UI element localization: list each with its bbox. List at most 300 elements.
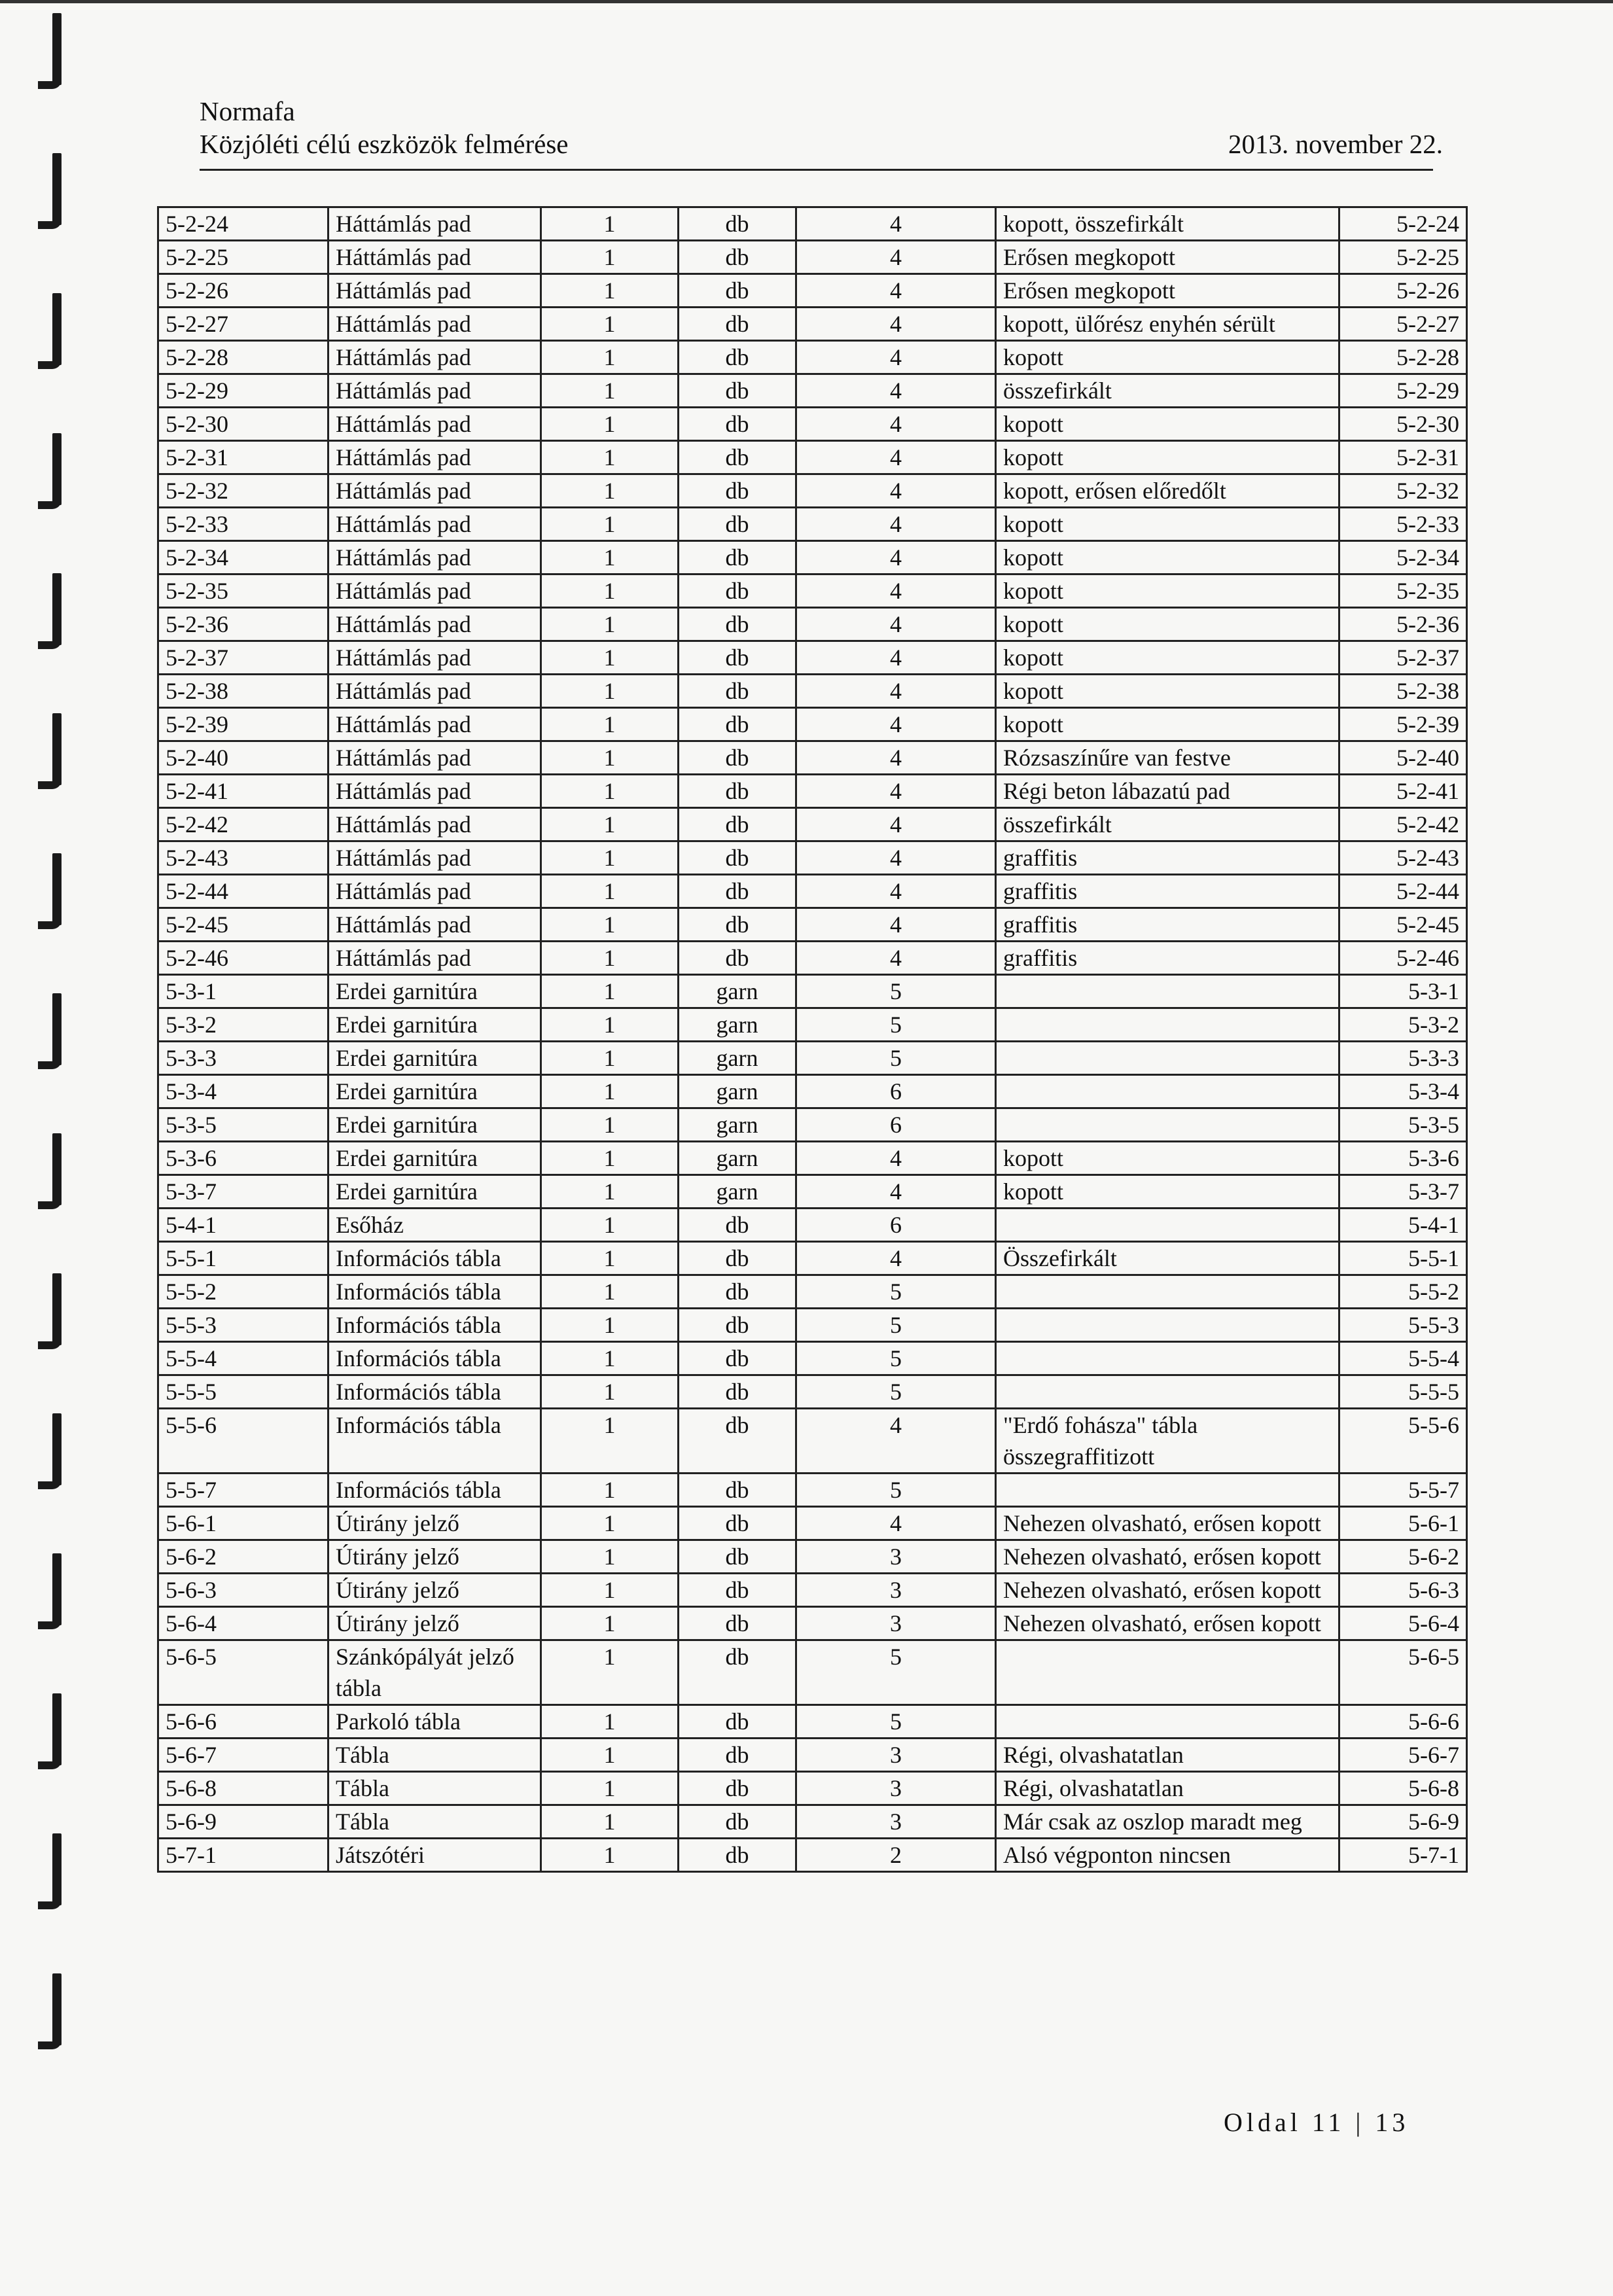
cell-note: Összefirkált <box>996 1242 1339 1275</box>
cell-unit: db <box>679 541 796 574</box>
cell-unit: db <box>679 408 796 441</box>
cell-id: 5-3-7 <box>158 1175 328 1209</box>
cell-grade: 4 <box>796 474 996 508</box>
cell-note: kopott <box>996 341 1339 374</box>
cell-grade: 4 <box>796 574 996 608</box>
cell-id: 5-5-2 <box>158 1275 328 1309</box>
cell-grade: 6 <box>796 1108 996 1142</box>
cell-grade: 4 <box>796 441 996 474</box>
cell-ref: 5-2-42 <box>1339 808 1467 841</box>
cell-name: Háttámlás pad <box>328 741 541 775</box>
cell-quantity: 1 <box>541 1042 679 1075</box>
cell-name: Erdei garnitúra <box>328 1108 541 1142</box>
cell-unit: db <box>679 841 796 875</box>
cell-grade: 4 <box>796 841 996 875</box>
cell-id: 5-4-1 <box>158 1209 328 1242</box>
cell-unit: db <box>679 775 796 808</box>
cell-grade: 4 <box>796 541 996 574</box>
cell-note: Régi, olvashatatlan <box>996 1739 1339 1772</box>
cell-name: Erdei garnitúra <box>328 1042 541 1075</box>
cell-note: Nehezen olvasható, erősen kopott <box>996 1607 1339 1640</box>
cell-note: kopott <box>996 441 1339 474</box>
cell-id: 5-2-29 <box>158 374 328 408</box>
binding-ring <box>38 1693 68 1772</box>
cell-name: Háttámlás pad <box>328 474 541 508</box>
cell-ref: 5-2-35 <box>1339 574 1467 608</box>
table-row <box>158 1640 1467 1705</box>
cell-id: 5-2-43 <box>158 841 328 875</box>
cell-ref: 5-2-34 <box>1339 541 1467 574</box>
cell-name: Háttámlás pad <box>328 241 541 274</box>
cell-quantity: 1 <box>541 207 679 241</box>
cell-ref: 5-2-31 <box>1339 441 1467 474</box>
cell-name: Háttámlás pad <box>328 608 541 641</box>
cell-id: 5-2-30 <box>158 408 328 441</box>
table-row <box>158 1108 1467 1142</box>
cell-ref: 5-7-1 <box>1339 1839 1467 1872</box>
cell-unit: db <box>679 1242 796 1275</box>
binding-ring <box>38 573 68 652</box>
table-row <box>158 1342 1467 1375</box>
cell-grade: 5 <box>796 1474 996 1507</box>
cell-note: "Erdő fohásza" tábla összegraffitizott <box>996 1409 1339 1474</box>
table-row <box>158 207 1467 241</box>
cell-quantity: 1 <box>541 1142 679 1175</box>
cell-quantity: 1 <box>541 1705 679 1739</box>
cell-grade: 4 <box>796 775 996 808</box>
cell-quantity: 1 <box>541 274 679 308</box>
cell-unit: db <box>679 1209 796 1242</box>
cell-ref: 5-2-32 <box>1339 474 1467 508</box>
cell-name: Háttámlás pad <box>328 308 541 341</box>
spiral-binding <box>0 0 72 2296</box>
cell-quantity: 1 <box>541 1008 679 1042</box>
cell-unit: db <box>679 641 796 675</box>
cell-ref: 5-5-5 <box>1339 1375 1467 1409</box>
cell-id: 5-5-3 <box>158 1309 328 1342</box>
table-row <box>158 341 1467 374</box>
header-brand: Normafa <box>200 96 295 126</box>
cell-quantity: 1 <box>541 474 679 508</box>
cell-name: Háttámlás pad <box>328 775 541 808</box>
cell-ref: 5-2-39 <box>1339 708 1467 741</box>
cell-quantity: 1 <box>541 908 679 942</box>
cell-unit: db <box>679 207 796 241</box>
cell-name: Játszótéri <box>328 1839 541 1872</box>
cell-id: 5-3-1 <box>158 975 328 1008</box>
cell-quantity: 1 <box>541 1772 679 1805</box>
table-row <box>158 474 1467 508</box>
cell-note: kopott <box>996 508 1339 541</box>
header-date: 2013. november 22. <box>1228 129 1443 159</box>
table-row <box>158 1309 1467 1342</box>
cell-id: 5-6-1 <box>158 1507 328 1540</box>
cell-name: Útirány jelző <box>328 1507 541 1540</box>
cell-quantity: 1 <box>541 708 679 741</box>
cell-ref: 5-2-26 <box>1339 274 1467 308</box>
cell-id: 5-6-4 <box>158 1607 328 1640</box>
cell-unit: db <box>679 241 796 274</box>
cell-grade: 4 <box>796 1242 996 1275</box>
table-row <box>158 541 1467 574</box>
cell-quantity: 1 <box>541 541 679 574</box>
cell-unit: db <box>679 1375 796 1409</box>
cell-quantity: 1 <box>541 741 679 775</box>
cell-grade: 5 <box>796 1042 996 1075</box>
cell-note <box>996 1705 1339 1739</box>
cell-name: Háttámlás pad <box>328 441 541 474</box>
cell-name: Háttámlás pad <box>328 841 541 875</box>
cell-note: kopott <box>996 675 1339 708</box>
cell-id: 5-3-6 <box>158 1142 328 1175</box>
cell-ref: 5-3-2 <box>1339 1008 1467 1042</box>
cell-ref: 5-5-7 <box>1339 1474 1467 1507</box>
cell-name: Háttámlás pad <box>328 675 541 708</box>
cell-note <box>996 1042 1339 1075</box>
cell-note: összefirkált <box>996 374 1339 408</box>
table-row <box>158 1705 1467 1739</box>
cell-quantity: 1 <box>541 841 679 875</box>
cell-grade: 4 <box>796 942 996 975</box>
cell-id: 5-2-41 <box>158 775 328 808</box>
binding-ring <box>38 993 68 1072</box>
cell-quantity: 1 <box>541 374 679 408</box>
cell-grade: 4 <box>796 908 996 942</box>
cell-grade: 4 <box>796 1175 996 1209</box>
cell-unit: db <box>679 1309 796 1342</box>
cell-grade: 2 <box>796 1839 996 1872</box>
cell-quantity: 1 <box>541 1108 679 1142</box>
cell-id: 5-2-28 <box>158 341 328 374</box>
cell-name: Háttámlás pad <box>328 508 541 541</box>
inventory-table <box>157 206 1468 1873</box>
cell-ref: 5-2-44 <box>1339 875 1467 908</box>
cell-grade: 4 <box>796 608 996 641</box>
cell-id: 5-5-7 <box>158 1474 328 1507</box>
cell-grade: 4 <box>796 708 996 741</box>
table-row <box>158 808 1467 841</box>
header-subtitle: Közjóléti célú eszközök felmérése <box>200 129 569 159</box>
cell-grade: 5 <box>796 1342 996 1375</box>
cell-name: Tábla <box>328 1805 541 1839</box>
cell-ref: 5-3-1 <box>1339 975 1467 1008</box>
cell-unit: garn <box>679 1075 796 1108</box>
table-row <box>158 1209 1467 1242</box>
cell-id: 5-3-2 <box>158 1008 328 1042</box>
cell-unit: garn <box>679 1108 796 1142</box>
cell-name: Információs tábla <box>328 1409 541 1474</box>
cell-note: kopott, ülőrész enyhén sérült <box>996 308 1339 341</box>
cell-unit: db <box>679 1839 796 1872</box>
cell-name: Erdei garnitúra <box>328 1075 541 1108</box>
cell-grade: 4 <box>796 675 996 708</box>
cell-name: Háttámlás pad <box>328 942 541 975</box>
cell-id: 5-2-46 <box>158 942 328 975</box>
binding-ring <box>38 1833 68 1912</box>
cell-unit: db <box>679 1705 796 1739</box>
table-row <box>158 1175 1467 1209</box>
cell-name: Információs tábla <box>328 1309 541 1342</box>
table-row <box>158 675 1467 708</box>
cell-unit: garn <box>679 975 796 1008</box>
cell-name: Háttámlás pad <box>328 875 541 908</box>
cell-quantity: 1 <box>541 1739 679 1772</box>
cell-id: 5-2-37 <box>158 641 328 675</box>
cell-ref: 5-2-36 <box>1339 608 1467 641</box>
cell-note: kopott <box>996 1175 1339 1209</box>
cell-unit: db <box>679 1342 796 1375</box>
cell-quantity: 1 <box>541 1242 679 1275</box>
cell-id: 5-2-33 <box>158 508 328 541</box>
cell-unit: db <box>679 274 796 308</box>
cell-quantity: 1 <box>541 1839 679 1872</box>
binding-ring <box>38 1553 68 1632</box>
table-row <box>158 775 1467 808</box>
cell-note <box>996 1008 1339 1042</box>
cell-ref: 5-6-4 <box>1339 1607 1467 1640</box>
cell-id: 5-2-34 <box>158 541 328 574</box>
table-row <box>158 274 1467 308</box>
cell-ref: 5-2-27 <box>1339 308 1467 341</box>
cell-ref: 5-5-4 <box>1339 1342 1467 1375</box>
cell-name: Háttámlás pad <box>328 408 541 441</box>
cell-ref: 5-2-28 <box>1339 341 1467 374</box>
cell-ref: 5-2-41 <box>1339 775 1467 808</box>
cell-unit: db <box>679 741 796 775</box>
cell-id: 5-6-8 <box>158 1772 328 1805</box>
cell-note: kopott <box>996 1142 1339 1175</box>
cell-id: 5-5-6 <box>158 1409 328 1474</box>
cell-ref: 5-6-6 <box>1339 1705 1467 1739</box>
cell-id: 5-2-45 <box>158 908 328 942</box>
cell-quantity: 1 <box>541 441 679 474</box>
cell-quantity: 1 <box>541 508 679 541</box>
cell-ref: 5-2-37 <box>1339 641 1467 675</box>
cell-grade: 5 <box>796 1640 996 1705</box>
cell-id: 5-5-4 <box>158 1342 328 1375</box>
binding-ring <box>38 433 68 512</box>
cell-name: Erdei garnitúra <box>328 1142 541 1175</box>
cell-unit: db <box>679 374 796 408</box>
cell-unit: garn <box>679 1042 796 1075</box>
cell-note: Erősen megkopott <box>996 274 1339 308</box>
cell-quantity: 1 <box>541 574 679 608</box>
cell-quantity: 1 <box>541 1507 679 1540</box>
cell-note <box>996 1075 1339 1108</box>
table-row <box>158 1540 1467 1574</box>
table-row <box>158 1375 1467 1409</box>
table-row <box>158 1507 1467 1540</box>
table-row <box>158 1275 1467 1309</box>
cell-quantity: 1 <box>541 241 679 274</box>
cell-unit: db <box>679 574 796 608</box>
inventory-table-body <box>158 207 1467 1872</box>
cell-grade: 4 <box>796 741 996 775</box>
cell-note: Nehezen olvasható, erősen kopott <box>996 1574 1339 1607</box>
cell-grade: 3 <box>796 1772 996 1805</box>
table-row <box>158 741 1467 775</box>
cell-quantity: 1 <box>541 942 679 975</box>
cell-id: 5-2-31 <box>158 441 328 474</box>
cell-id: 5-5-1 <box>158 1242 328 1275</box>
cell-ref: 5-2-40 <box>1339 741 1467 775</box>
cell-ref: 5-2-29 <box>1339 374 1467 408</box>
cell-grade: 3 <box>796 1607 996 1640</box>
cell-name: Útirány jelző <box>328 1607 541 1640</box>
cell-quantity: 1 <box>541 975 679 1008</box>
cell-name: Útirány jelző <box>328 1540 541 1574</box>
table-row <box>158 608 1467 641</box>
cell-id: 5-3-4 <box>158 1075 328 1108</box>
cell-grade: 4 <box>796 207 996 241</box>
table-row <box>158 574 1467 608</box>
cell-name: Háttámlás pad <box>328 341 541 374</box>
cell-quantity: 1 <box>541 308 679 341</box>
cell-name: Információs tábla <box>328 1342 541 1375</box>
table-row <box>158 708 1467 741</box>
page-number: 11 <box>1311 2108 1345 2137</box>
cell-name: Háttámlás pad <box>328 641 541 675</box>
cell-grade: 3 <box>796 1540 996 1574</box>
cell-quantity: 1 <box>541 1640 679 1705</box>
cell-name: Tábla <box>328 1772 541 1805</box>
cell-name: Információs tábla <box>328 1375 541 1409</box>
cell-unit: db <box>679 1507 796 1540</box>
cell-ref: 5-2-38 <box>1339 675 1467 708</box>
cell-note: kopott <box>996 574 1339 608</box>
cell-quantity: 1 <box>541 1409 679 1474</box>
cell-quantity: 1 <box>541 1574 679 1607</box>
cell-id: 5-6-7 <box>158 1739 328 1772</box>
cell-quantity: 1 <box>541 341 679 374</box>
cell-id: 5-2-27 <box>158 308 328 341</box>
cell-quantity: 1 <box>541 808 679 841</box>
page-footer <box>1224 2107 1409 2138</box>
cell-note: kopott, erősen előredőlt <box>996 474 1339 508</box>
table-row <box>158 875 1467 908</box>
cell-grade: 3 <box>796 1574 996 1607</box>
cell-unit: db <box>679 341 796 374</box>
cell-ref: 5-2-33 <box>1339 508 1467 541</box>
scan-top-edge <box>0 0 1613 3</box>
cell-note <box>996 1309 1339 1342</box>
cell-quantity: 1 <box>541 1075 679 1108</box>
table-row <box>158 1242 1467 1275</box>
table-row <box>158 308 1467 341</box>
cell-note: graffitis <box>996 908 1339 942</box>
cell-note: Nehezen olvasható, erősen kopott <box>996 1507 1339 1540</box>
cell-unit: db <box>679 1574 796 1607</box>
page-total: 13 <box>1375 2108 1409 2137</box>
cell-grade: 4 <box>796 308 996 341</box>
cell-ref: 5-3-5 <box>1339 1108 1467 1142</box>
cell-unit: db <box>679 1739 796 1772</box>
cell-unit: db <box>679 875 796 908</box>
table-row <box>158 908 1467 942</box>
cell-unit: db <box>679 675 796 708</box>
cell-note <box>996 975 1339 1008</box>
cell-ref: 5-2-25 <box>1339 241 1467 274</box>
cell-name: Szánkópályát jelző tábla <box>328 1640 541 1705</box>
cell-ref: 5-2-45 <box>1339 908 1467 942</box>
table-row <box>158 1042 1467 1075</box>
cell-unit: db <box>679 708 796 741</box>
cell-unit: db <box>679 308 796 341</box>
cell-ref: 5-3-4 <box>1339 1075 1467 1108</box>
cell-name: Háttámlás pad <box>328 908 541 942</box>
cell-quantity: 1 <box>541 1375 679 1409</box>
binding-ring <box>38 1413 68 1492</box>
cell-id: 5-2-36 <box>158 608 328 641</box>
cell-unit: db <box>679 1540 796 1574</box>
cell-name: Parkoló tábla <box>328 1705 541 1739</box>
table-row <box>158 1142 1467 1175</box>
cell-id: 5-6-5 <box>158 1640 328 1705</box>
cell-note: kopott <box>996 541 1339 574</box>
cell-grade: 4 <box>796 274 996 308</box>
cell-note: graffitis <box>996 875 1339 908</box>
binding-ring <box>38 153 68 232</box>
cell-grade: 5 <box>796 1705 996 1739</box>
cell-note <box>996 1108 1339 1142</box>
cell-note <box>996 1275 1339 1309</box>
cell-id: 5-6-9 <box>158 1805 328 1839</box>
table-row <box>158 1805 1467 1839</box>
cell-ref: 5-6-3 <box>1339 1574 1467 1607</box>
cell-name: Információs tábla <box>328 1275 541 1309</box>
cell-grade: 6 <box>796 1075 996 1108</box>
cell-name: Információs tábla <box>328 1242 541 1275</box>
cell-id: 5-2-38 <box>158 675 328 708</box>
cell-unit: db <box>679 1409 796 1474</box>
cell-grade: 4 <box>796 408 996 441</box>
cell-quantity: 1 <box>541 408 679 441</box>
cell-ref: 5-6-9 <box>1339 1805 1467 1839</box>
cell-name: Háttámlás pad <box>328 574 541 608</box>
cell-unit: db <box>679 942 796 975</box>
cell-ref: 5-2-46 <box>1339 942 1467 975</box>
cell-quantity: 1 <box>541 1342 679 1375</box>
cell-unit: garn <box>679 1175 796 1209</box>
cell-grade: 4 <box>796 808 996 841</box>
cell-ref: 5-5-3 <box>1339 1309 1467 1342</box>
cell-name: Háttámlás pad <box>328 274 541 308</box>
cell-id: 5-2-26 <box>158 274 328 308</box>
cell-id: 5-2-40 <box>158 741 328 775</box>
cell-unit: garn <box>679 1142 796 1175</box>
cell-ref: 5-2-43 <box>1339 841 1467 875</box>
binding-ring <box>38 1273 68 1352</box>
cell-ref: 5-5-2 <box>1339 1275 1467 1309</box>
cell-quantity: 1 <box>541 1309 679 1342</box>
cell-unit: db <box>679 474 796 508</box>
binding-ring <box>38 853 68 932</box>
cell-unit: db <box>679 1474 796 1507</box>
cell-note: Régi beton lábazatú pad <box>996 775 1339 808</box>
cell-note: Régi, olvashatatlan <box>996 1772 1339 1805</box>
cell-id: 5-2-42 <box>158 808 328 841</box>
binding-ring <box>38 13 68 92</box>
cell-unit: db <box>679 1607 796 1640</box>
cell-note: összefirkált <box>996 808 1339 841</box>
cell-name: Háttámlás pad <box>328 207 541 241</box>
cell-note: Alsó végponton nincsen <box>996 1839 1339 1872</box>
cell-ref: 5-3-7 <box>1339 1175 1467 1209</box>
cell-note <box>996 1209 1339 1242</box>
cell-note: kopott <box>996 408 1339 441</box>
cell-quantity: 1 <box>541 875 679 908</box>
cell-quantity: 1 <box>541 675 679 708</box>
